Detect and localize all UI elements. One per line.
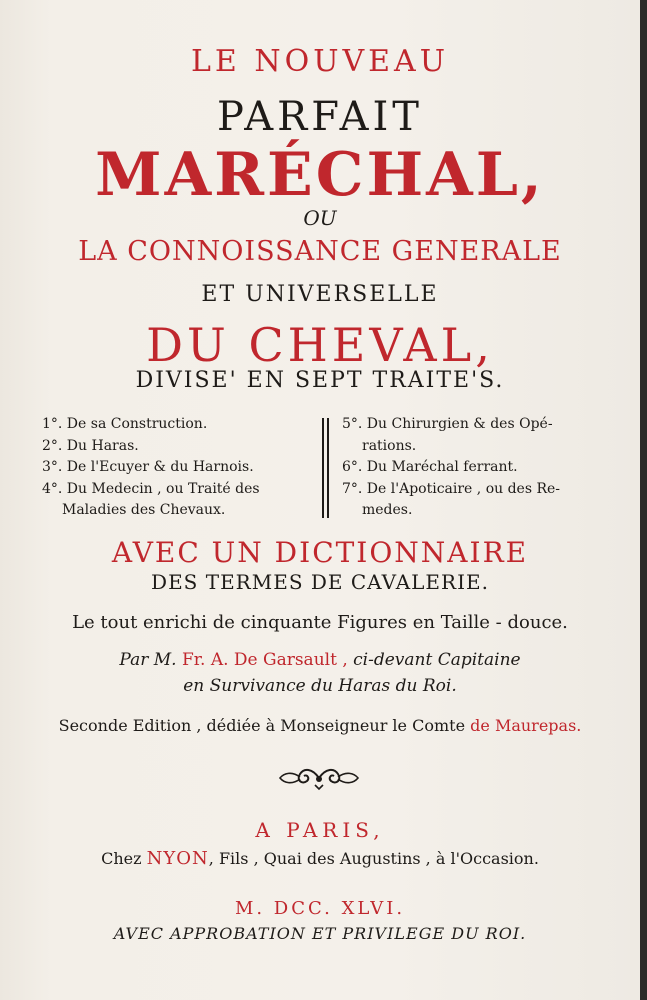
figures-note: Le tout enrichi de cinquante Figures en Taille - douce. [72, 612, 568, 633]
treatise-list [42, 414, 622, 524]
title-line-du-cheval: DU CHEVAL, [146, 318, 494, 372]
imprint-publisher-line [0, 848, 640, 869]
imprint-city: A PARIS, [255, 818, 385, 842]
title-line-le-nouveau: LE NOUVEAU [191, 44, 449, 79]
treatise-column-right [342, 414, 622, 522]
column-rule [322, 418, 324, 518]
imprint-chez: Chez [101, 849, 142, 868]
dictionary-subline: DES TERMES DE CAVALERIE. [151, 570, 489, 594]
author-title: ci-devant Capitaine [353, 650, 521, 670]
author-line [0, 650, 640, 670]
edition-dedicatee: de Maurepas. [470, 716, 582, 735]
author-par: Par M. [119, 650, 177, 670]
edition-line [0, 716, 640, 735]
treatise-item: medes. [362, 502, 413, 518]
title-line-universelle: ET UNIVERSELLE [201, 282, 439, 307]
treatise-item: 3°. De l'Ecuyer & du Harnois. [42, 459, 254, 475]
title-line-connoissance: LA CONNOISSANCE GENERALE [78, 236, 562, 267]
dictionary-line: AVEC UN DICTIONNAIRE [111, 536, 529, 569]
treatise-item: 7°. De l'Apoticaire , ou des Re- [342, 480, 561, 497]
page-edge [640, 0, 647, 1000]
imprint-year: M. DCC. XLVI. [234, 898, 406, 919]
author-title-line: en Survivance du Haras du Roi. [183, 676, 457, 696]
treatise-column-left [42, 414, 317, 522]
treatise-item: 5°. Du Chirurgien & des Opé- [342, 416, 553, 432]
edition-text: Seconde Edition , dédiée à Monseigneur le Comte [58, 716, 466, 735]
treatise-item: 4°. Du Medecin , ou Traité des [42, 480, 260, 497]
treatise-item: rations. [362, 437, 417, 454]
title-line-divise: DIVISE' EN SEPT TRAITE'S. [135, 368, 505, 393]
title-line-parfait: PARFAIT [217, 94, 423, 140]
treatise-item: 6°. Du Maréchal ferrant. [342, 459, 518, 475]
title-line-ou: OU [303, 206, 337, 230]
imprint-privilege: AVEC APPROBATION ET PRIVILEGE DU ROI. [113, 924, 527, 943]
author-name: Fr. A. De Garsault , [181, 650, 348, 670]
treatise-item: 1°. De sa Construction. [42, 416, 208, 432]
imprint-address: , Fils , Quai des Augustins , à l'Occasion. [208, 849, 539, 868]
title-line-marechal: MARÉCHAL, [95, 140, 545, 210]
treatise-item: 2°. Du Haras. [42, 437, 139, 454]
column-rule [327, 418, 329, 518]
imprint-publisher: NYON [146, 848, 209, 869]
treatise-item: Maladies des Chevaux. [62, 502, 226, 518]
printers-ornament [274, 765, 364, 791]
